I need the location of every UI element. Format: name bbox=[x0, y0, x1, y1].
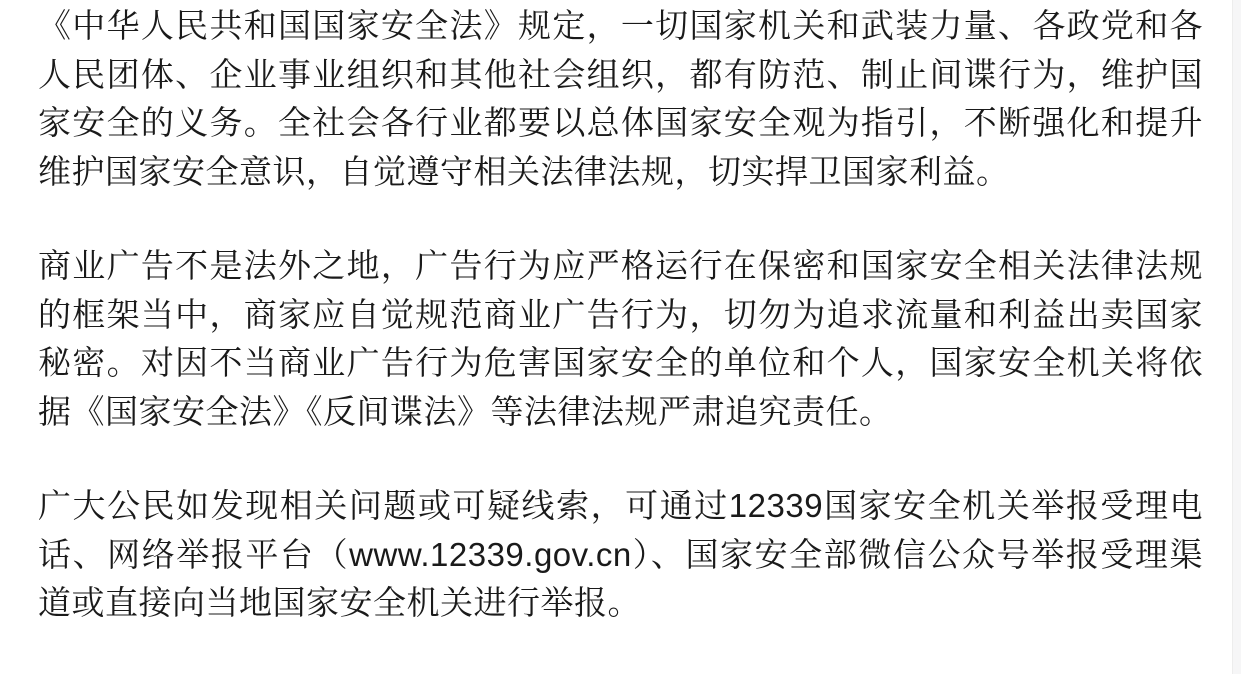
scrollbar-track[interactable] bbox=[1232, 0, 1241, 674]
article-body bbox=[38, 2, 1203, 674]
article-paragraph: 商业广告不是法外之地，广告行为应严格运行在保密和国家安全相关法律法规的框架当中，商家应自觉规范商业广告行为，切勿为追求流量和利益出卖国家秘密。对因不当商业广告行为危害国家安全的单位和个人，国家安全机关将依据《国家安全法》《反间谍法》等法律法规严肃追究责任。 bbox=[38, 247, 1203, 430]
article-paragraph: 广大公民如发现相关问题或可疑线索，可通过12339国家安全机关举报受理电话、网络举报平台（www.12339.gov.cn）、国家安全部微信公众号举报受理渠道或直接向当地国家安全机关进行举报。 bbox=[38, 487, 1203, 621]
article-paragraph: 《中华人民共和国国家安全法》规定，一切国家机关和武装力量、各政党和各人民团体、企业事业组织和其他社会组织，都有防范、制止间谍行为，维护国家安全的义务。全社会各行业都要以总体国家安全观为指引，不断强化和提升维护国家安全意识，自觉遵守相关法律法规，切实捍卫国家利益。 bbox=[38, 7, 1203, 190]
